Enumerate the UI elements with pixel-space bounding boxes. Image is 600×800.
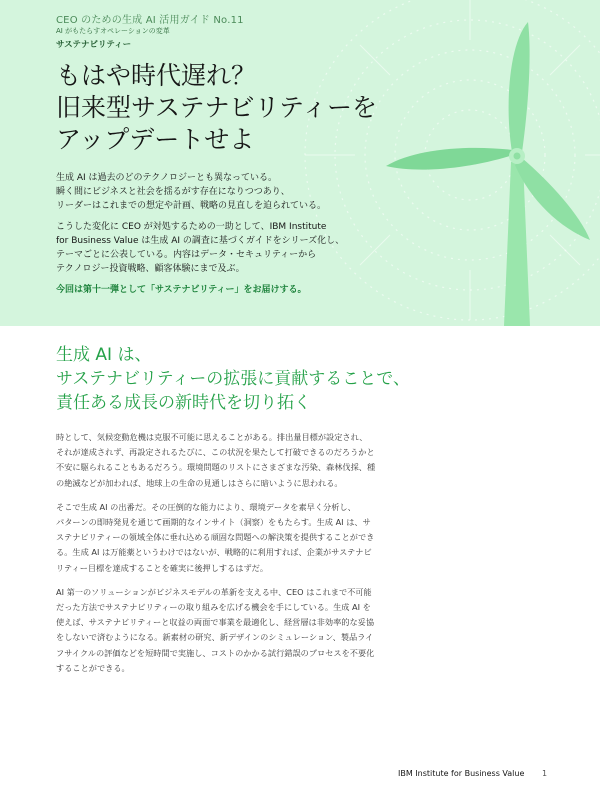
page-number: 1 — [542, 769, 548, 778]
heading-line: 生成 AI は、 — [56, 345, 152, 365]
series-label: CEO のための生成 AI 活用ガイド No.11 — [56, 15, 244, 26]
text-line: することができる。 — [56, 662, 130, 673]
title-line: もはや時代遅れ？ — [56, 61, 257, 90]
hero-banner — [0, 0, 600, 326]
heading-line: 責任ある成長の新時代を切り拓く — [56, 393, 311, 413]
text-line: る。生成 AI は万能薬というわけではないが、戦略的に利用すれば、企業がサステナビ — [56, 547, 372, 558]
text-line: こうした変化に CEO が対処するための一助として、IBM Institute — [56, 222, 327, 232]
page-title — [56, 60, 416, 156]
text-line: リティー目標を達成することを確実に後押しするはずだ。 — [56, 562, 269, 573]
body-text — [56, 430, 556, 685]
intro-paragraph — [56, 171, 386, 213]
text-line: ステナビリティーの領域全体に垂れ込める頑固な問題への解決策を提供することができ — [56, 532, 375, 543]
turbine — [386, 22, 590, 326]
subseries-label: AI がもたらすオペレーションの変革 — [56, 27, 170, 35]
text-line: それが達成されず、再設定されるたびに、この状況を果たして打破できるのだろうかと — [56, 447, 375, 458]
heading-line: サステナビリティーの拡張に貢献することで、 — [56, 369, 410, 389]
text-line: パターンの即時発見を通じて画期的なインサイト（洞察）をもたらす。生成 AI は、サ — [56, 517, 371, 528]
text-line: フサイクルの評価などを短時間で実施し、コストのかかる試行錯誤のプロセスを不要化 — [56, 647, 375, 658]
text-line: 使えば、サステナビリティーと収益の両面で事業を最適化し、経営層は非効率的な妥協 — [56, 617, 375, 628]
turbine-tower — [504, 162, 530, 326]
text-line: 不安に駆られることもあるだろう。環境問題のリストにさまざまな汚染、森林伐採、種 — [56, 462, 376, 473]
text-line: をしないで済むようになる。新素材の研究、新デザインのシミュレーション、製品ライ — [56, 632, 374, 643]
turbine-blade-right — [515, 158, 590, 240]
intro-callout: 今回は第十一弾として「サステナビリティー」をお届けする。 — [56, 285, 307, 295]
title-line: 旧来型サステナビリティーを — [56, 93, 378, 122]
text-line: リーダーはこれまでの想定や計画、戦略の見直しを迫られている。 — [56, 201, 327, 211]
topic-label: サステナビリティー — [56, 40, 132, 50]
body-paragraph — [56, 430, 556, 491]
intro-text — [56, 171, 386, 304]
intro-paragraph — [56, 220, 386, 276]
text-line: 瞬く間にビジネスと社会を揺るがす存在になりつつあり、 — [56, 187, 290, 197]
text-line: だった方法でサステナビリティーの取り組みを広げる機会を手にしている。生成 AI を — [56, 602, 371, 613]
body-paragraph — [56, 585, 556, 676]
footer-brand: IBM Institute for Business Value — [398, 769, 525, 778]
text-line: の絶滅などが加われば、地球上の生命の見通しはさらに暗いように思われる。 — [56, 477, 343, 488]
section-heading — [56, 343, 556, 415]
text-line: 生成 AI は過去のどのテクノロジーとも異なっている。 — [56, 173, 277, 183]
text-line: for Business Value は生成 AI の調査に基づくガイドをシリーズ化し、 — [56, 236, 345, 246]
text-line: AI 第一のソリューションがビジネスモデルの革新を支える中、CEO はこれまで不可能 — [56, 586, 372, 597]
title-line: アップデートせよ — [56, 125, 255, 154]
text-line: 時として、気候変動危機は克服不可能に思えることがある。排出量目標が設定され、 — [56, 432, 368, 442]
text-line: テーマごとに公表している。内容はデータ・セキュリティーから — [56, 250, 317, 260]
turbine-blade-top — [509, 22, 530, 152]
body-paragraph — [56, 500, 556, 576]
text-line: そこで生成 AI の出番だ。その圧倒的な能力により、環境データを素早く分析し、 — [56, 501, 356, 512]
text-line: テクノロジー投資戦略、顧客体験にまで及ぶ。 — [56, 264, 245, 274]
